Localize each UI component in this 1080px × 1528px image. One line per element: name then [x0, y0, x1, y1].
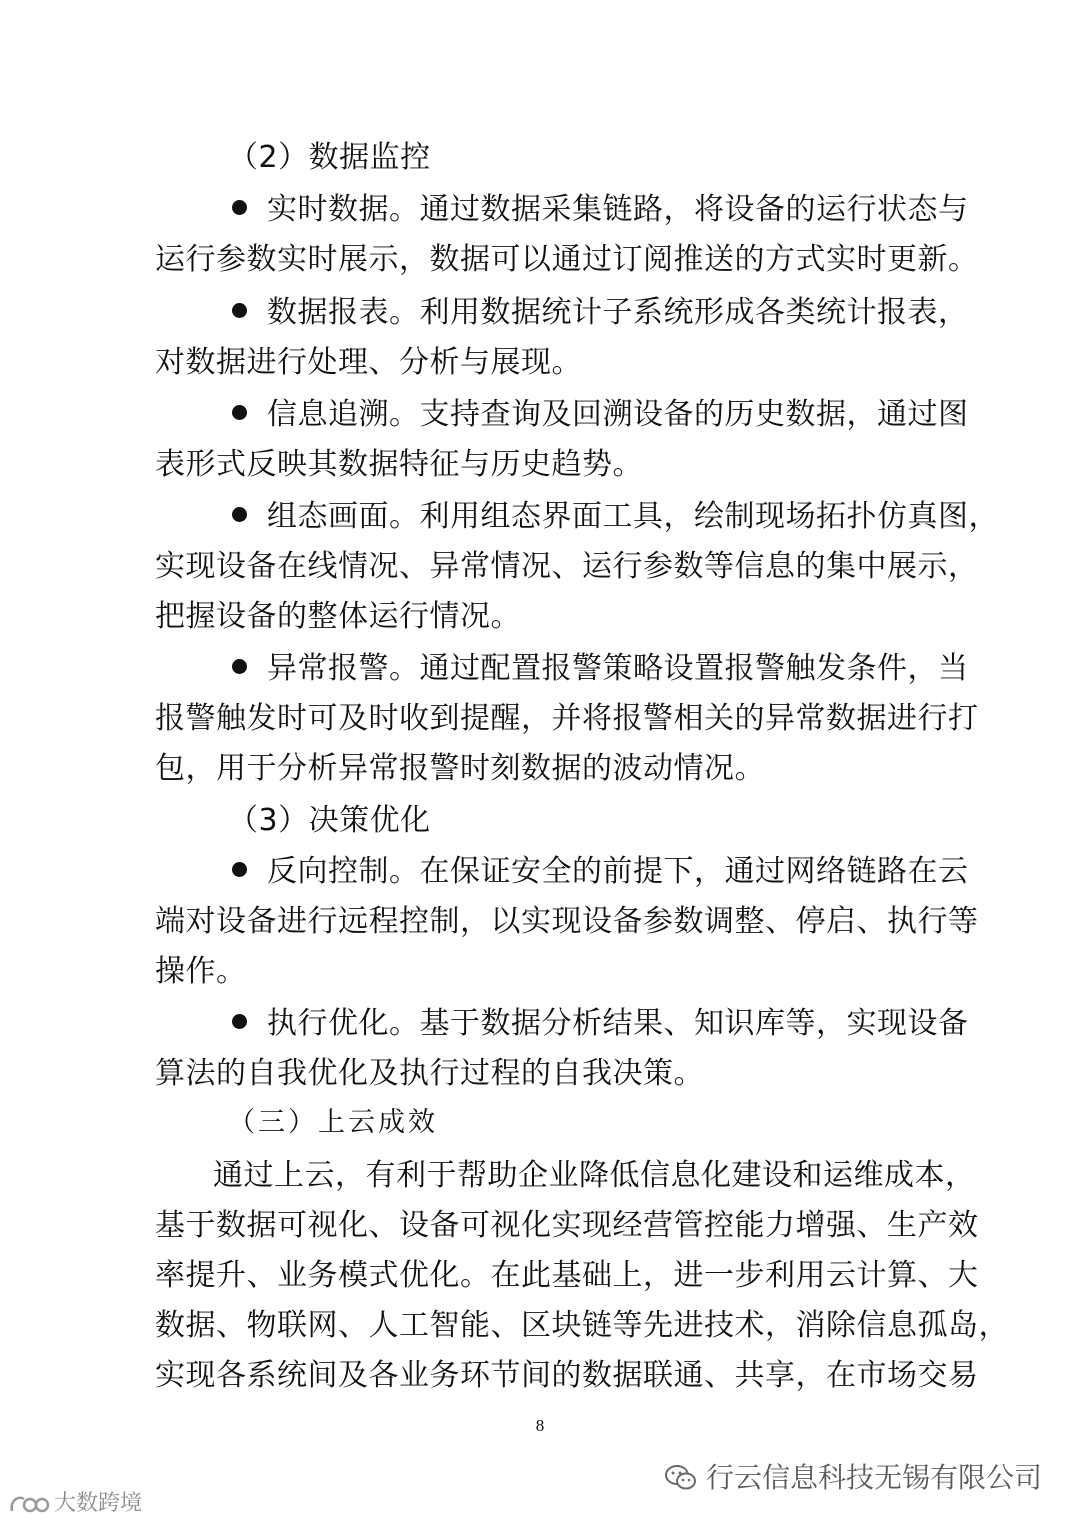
bullet-icon [232, 303, 247, 318]
watermark-brand-text: 大数跨境 [54, 1491, 143, 1516]
bullet-icon [232, 405, 247, 420]
paragraph-line-3: 率提升、业务模式优化。在此基础上，进一步利用云计算、大 [155, 1258, 979, 1293]
bullet-data-report-line1: 数据报表。利用数据统计子系统形成各类统计报表， [232, 293, 925, 333]
paragraph-line-4: 数据、物联网、人工智能、区块链等先进技术，消除信息孤岛， [155, 1308, 1009, 1343]
bullet-info-trace-line2: 表形式反映其数据特征与历史趋势。 [155, 447, 643, 482]
bullet-config-screen-line1: 组态画面。利用组态界面工具，绘制现场拓扑仿真图， [232, 497, 925, 537]
bullet-realtime-data-line1: 实时数据。通过数据采集链路，将设备的运行状态与 [232, 190, 925, 230]
page-number: 8 [535, 1416, 545, 1435]
bullet-info-trace-line1: 信息追溯。支持查询及回溯设备的历史数据，通过图 [232, 395, 925, 435]
bullet-realtime-data-line2: 运行参数实时展示，数据可以通过订阅推送的方式实时更新。 [155, 242, 979, 277]
watermark-brand [8, 1488, 142, 1520]
bullet-icon [232, 1014, 247, 1029]
bullet-icon [232, 862, 247, 877]
paragraph-line-5: 实现各系统间及各业务环节间的数据联通、共享，在市场交易 [155, 1358, 979, 1393]
paragraph-line-2: 基于数据可视化、设备可视化实现经营管控能力增强、生产效 [155, 1208, 979, 1243]
bullet-config-screen-line3: 把握设备的整体运行情况。 [155, 599, 521, 634]
bullet-alarm-line2: 报警触发时可及时收到提醒，并将报警相关的异常数据进行打 [155, 701, 979, 736]
bullet-exec-optimize-line2: 算法的自我优化及执行过程的自我决策。 [155, 1056, 704, 1091]
bullet-reverse-control-line1: 反向控制。在保证安全的前提下，通过网络链路在云 [232, 852, 925, 892]
watermark-company-text: 行云信息科技无锡有限公司 [705, 1461, 1042, 1494]
bullet-data-report-line2: 对数据进行处理、分析与展现。 [155, 345, 582, 380]
bullet-icon [232, 200, 247, 215]
bullet-alarm-line3: 包，用于分析异常报警时刻数据的波动情况。 [155, 751, 765, 786]
section-heading-cloud-results: （三）上云成效 [228, 1107, 438, 1138]
paragraph-line-1: 通过上云，有利于帮助企业降低信息化建设和运维成本， [213, 1158, 976, 1193]
bullet-config-screen-line2: 实现设备在线情况、异常情况、运行参数等信息的集中展示， [155, 549, 979, 584]
bullet-reverse-control-line2: 端对设备进行远程控制，以实现设备参数调整、停启、执行等 [155, 904, 979, 939]
subheading-data-monitoring: （2）数据监控 [228, 140, 431, 175]
wechat-icon [664, 1463, 698, 1493]
bullet-exec-optimize-line1: 执行优化。基于数据分析结果、知识库等，实现设备 [232, 1004, 925, 1044]
bullet-reverse-control-line3: 操作。 [155, 954, 247, 989]
watermark-company [664, 1458, 1042, 1498]
bullet-icon [232, 507, 247, 522]
bullet-alarm-line1: 异常报警。通过配置报警策略设置报警触发条件，当 [232, 649, 925, 689]
subheading-decision-optimization: （3）决策优化 [228, 803, 431, 838]
bullet-icon [232, 659, 247, 674]
brand-logo-icon [8, 1491, 50, 1517]
